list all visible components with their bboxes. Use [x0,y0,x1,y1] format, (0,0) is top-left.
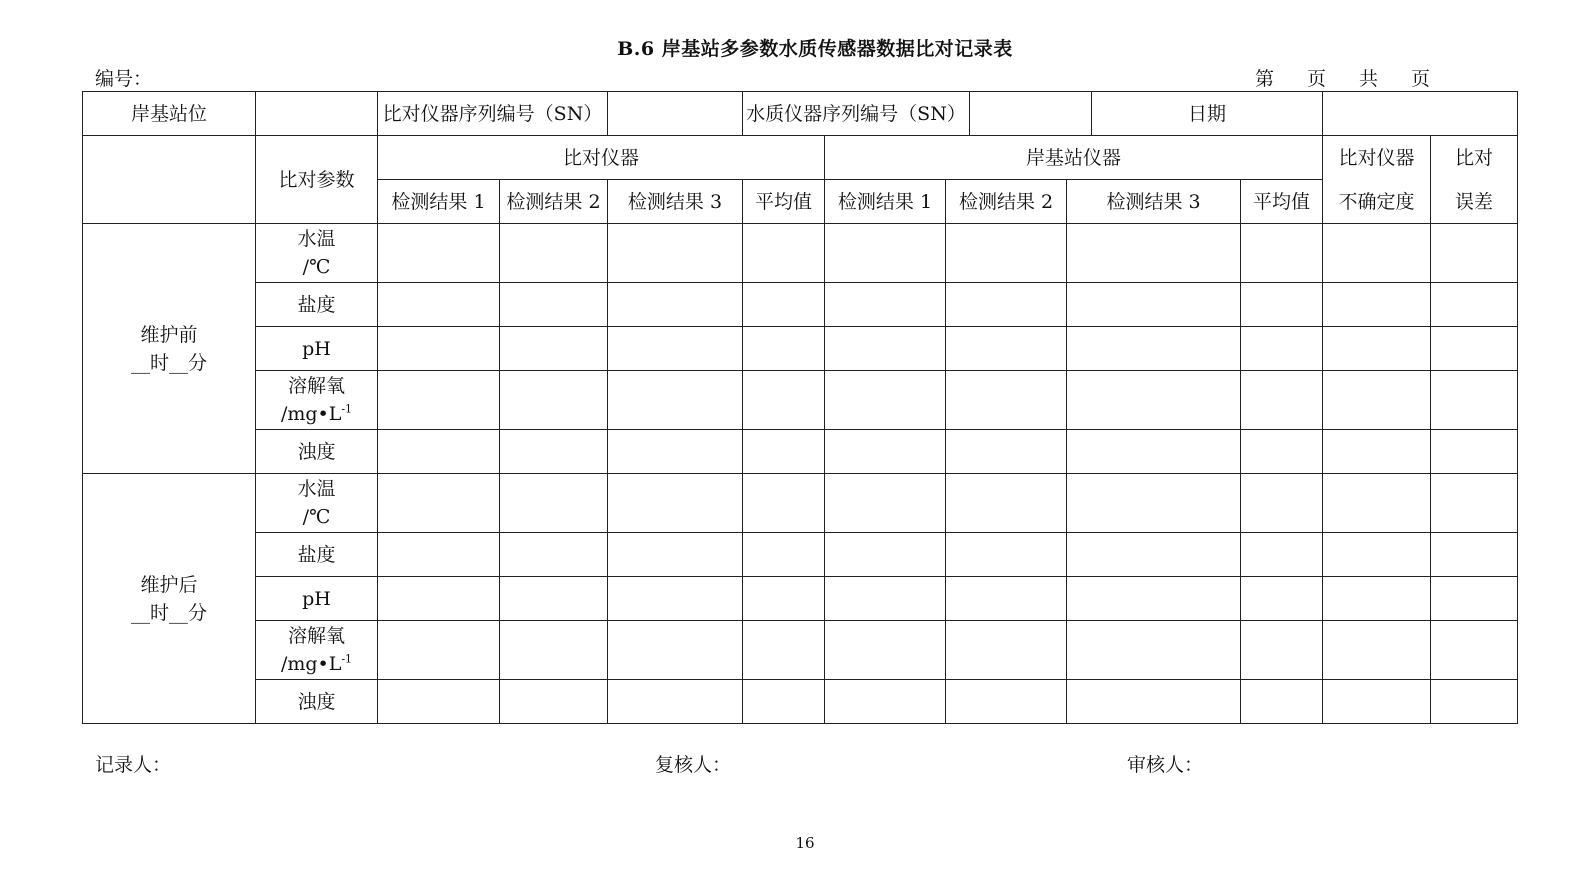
data-cell[interactable] [1241,430,1323,474]
param-name: 水温 [297,228,336,250]
data-cell[interactable] [1431,533,1518,577]
table-row [83,430,1518,474]
param-dissolved-oxygen [256,621,378,680]
data-cell[interactable] [608,371,743,430]
param-header: 比对参数 [256,136,378,224]
date-label: 日期 [1092,92,1323,136]
data-cell[interactable] [946,327,1067,371]
data-cell[interactable] [1431,371,1518,430]
data-cell[interactable] [1241,577,1323,621]
data-cell[interactable] [1323,621,1431,680]
data-cell[interactable] [946,430,1067,474]
period-cell-before [83,224,256,474]
station-group-header: 岸基站仪器 [825,136,1323,180]
data-cell[interactable] [743,430,825,474]
data-cell[interactable] [1067,474,1241,533]
recorder-label: 记录人： [95,754,172,776]
uncertainty-header-line1: 比对仪器 [1338,146,1415,169]
data-cell[interactable] [1431,430,1518,474]
data-cell[interactable] [743,224,825,283]
data-cell[interactable] [1067,577,1241,621]
data-cell[interactable] [743,621,825,680]
station-result-2-header: 检测结果 2 [946,180,1067,224]
page-count [1255,64,1430,91]
param-water-temp [256,474,378,533]
page-number: 16 [795,834,815,852]
table-row [83,327,1518,371]
data-cell[interactable] [1241,474,1323,533]
param-unit-wrap [256,650,377,678]
data-cell[interactable] [608,283,743,327]
data-cell[interactable] [608,533,743,577]
table-row [83,533,1518,577]
error-header-line2: 误差 [1455,190,1494,213]
param-name: 溶解氧 [287,375,345,397]
data-cell[interactable] [946,474,1067,533]
param-unit-wrap [256,400,377,428]
table-row [83,224,1518,283]
param-unit: /mg•L [280,403,342,425]
param-ph: pH [256,327,378,371]
ref-result-3-header: 检测结果 3 [608,180,743,224]
data-cell[interactable] [608,680,743,724]
data-cell[interactable] [1067,283,1241,327]
date-value[interactable] [1323,92,1518,136]
wq-sn-label: 水质仪器序列编号（SN） [743,92,970,136]
group-header-row [83,136,1518,180]
data-cell[interactable] [743,474,825,533]
data-cell[interactable] [946,224,1067,283]
table-row [83,577,1518,621]
param-salinity: 盐度 [256,533,378,577]
station-result-3-header: 检测结果 3 [1067,180,1241,224]
table-row [83,474,1518,533]
ref-group-header: 比对仪器 [378,136,825,180]
param-turbidity: 浊度 [256,680,378,724]
data-cell[interactable] [825,224,946,283]
form-title: B.6 岸基站多参数水质传感器数据比对记录表 [617,38,1013,60]
data-cell[interactable] [1241,621,1323,680]
ref-result-1-header: 检测结果 1 [378,180,500,224]
data-cell[interactable] [946,680,1067,724]
data-cell[interactable] [1067,621,1241,680]
reviewer-label: 复核人： [655,754,732,776]
data-cell[interactable] [1431,680,1518,724]
param-water-temp [256,224,378,283]
data-cell[interactable] [946,283,1067,327]
data-cell[interactable] [378,680,500,724]
data-cell[interactable] [1067,430,1241,474]
auditor-label: 审核人： [1127,754,1204,776]
data-cell[interactable] [1323,680,1431,724]
data-cell[interactable] [1241,224,1323,283]
station-result-1-header: 检测结果 1 [825,180,946,224]
data-cell[interactable] [825,533,946,577]
info-row [83,92,1518,136]
data-cell[interactable] [378,577,500,621]
data-cell[interactable] [1241,327,1323,371]
data-cell[interactable] [743,680,825,724]
data-cell[interactable] [1067,327,1241,371]
period-time: __时__分 [130,351,207,374]
data-cell[interactable] [500,371,608,430]
period-label: 维护后 [140,573,198,596]
data-cell[interactable] [500,283,608,327]
param-unit: /℃ [302,256,331,278]
data-cell[interactable] [1241,371,1323,430]
param-ph: pH [256,577,378,621]
corner-cell [83,136,256,224]
table-row [83,283,1518,327]
data-cell[interactable] [1431,577,1518,621]
data-cell[interactable] [743,283,825,327]
data-cell[interactable] [825,474,946,533]
data-cell[interactable] [500,680,608,724]
data-cell[interactable] [825,621,946,680]
station-value[interactable] [256,92,378,136]
data-cell[interactable] [825,371,946,430]
data-cell[interactable] [743,371,825,430]
param-unit-sup: -1 [341,402,353,416]
data-cell[interactable] [743,533,825,577]
data-cell[interactable] [378,533,500,577]
data-cell[interactable] [1323,371,1431,430]
data-cell[interactable] [1241,533,1323,577]
data-cell[interactable] [1067,680,1241,724]
data-cell[interactable] [378,327,500,371]
page-label-ye-total: 页 [1411,68,1431,90]
data-cell[interactable] [500,474,608,533]
data-cell[interactable] [825,283,946,327]
data-cell[interactable] [500,577,608,621]
param-dissolved-oxygen [256,371,378,430]
data-cell[interactable] [825,430,946,474]
data-cell[interactable] [946,533,1067,577]
data-cell[interactable] [743,577,825,621]
data-cell[interactable] [743,327,825,371]
data-cell[interactable] [1323,430,1431,474]
data-cell[interactable] [608,327,743,371]
table-row [83,371,1518,430]
data-cell[interactable] [500,327,608,371]
table-row [83,621,1518,680]
data-cell[interactable] [1323,224,1431,283]
table-row [83,680,1518,724]
error-header [1431,136,1518,224]
data-cell[interactable] [378,621,500,680]
ref-sn-value[interactable] [608,92,743,136]
data-cell[interactable] [1323,577,1431,621]
error-header-line1: 比对 [1455,146,1494,169]
data-cell[interactable] [825,577,946,621]
data-cell[interactable] [1431,327,1518,371]
uncertainty-header-line2: 不确定度 [1338,190,1415,213]
param-turbidity: 浊度 [256,430,378,474]
period-label: 维护前 [140,323,198,346]
data-cell[interactable] [608,621,743,680]
data-cell[interactable] [946,621,1067,680]
data-cell[interactable] [1431,283,1518,327]
data-cell[interactable] [378,474,500,533]
data-cell[interactable] [378,430,500,474]
wq-sn-value[interactable] [970,92,1092,136]
data-cell[interactable] [608,474,743,533]
data-cell[interactable] [825,680,946,724]
station-average-header: 平均值 [1241,180,1323,224]
data-cell[interactable] [1431,474,1518,533]
data-cell[interactable] [378,371,500,430]
param-unit: /mg•L [280,653,342,675]
data-cell[interactable] [1067,224,1241,283]
data-cell[interactable] [500,621,608,680]
period-time: __时__分 [130,601,207,624]
data-cell[interactable] [608,430,743,474]
data-cell[interactable] [500,224,608,283]
param-unit: /℃ [302,506,331,528]
comparison-record-table [82,91,1518,724]
data-cell[interactable] [378,224,500,283]
param-name: 溶解氧 [287,625,345,647]
station-label: 岸基站位 [83,92,256,136]
data-cell[interactable] [500,533,608,577]
form-number-label: 编号： [95,68,153,90]
data-cell[interactable] [1323,327,1431,371]
data-cell[interactable] [1431,224,1518,283]
data-cell[interactable] [1241,283,1323,327]
data-cell[interactable] [1067,371,1241,430]
page-label-ye: 页 [1307,68,1327,90]
data-cell[interactable] [1323,474,1431,533]
uncertainty-header [1323,136,1431,224]
data-cell[interactable] [1323,283,1431,327]
data-cell[interactable] [946,577,1067,621]
data-cell[interactable] [608,577,743,621]
ref-sn-label: 比对仪器序列编号（SN） [378,92,608,136]
data-cell[interactable] [1431,621,1518,680]
page-label-di: 第 [1255,68,1275,90]
param-salinity: 盐度 [256,283,378,327]
param-unit-sup: -1 [341,652,353,666]
data-cell[interactable] [1067,533,1241,577]
ref-average-header: 平均值 [743,180,825,224]
data-cell[interactable] [1241,680,1323,724]
page-label-gong: 共 [1359,68,1379,90]
period-cell-after [83,474,256,724]
ref-result-2-header: 检测结果 2 [500,180,608,224]
data-cell[interactable] [608,224,743,283]
data-cell[interactable] [1323,533,1431,577]
data-cell[interactable] [500,430,608,474]
param-name: 水温 [297,478,336,500]
data-cell[interactable] [825,327,946,371]
data-cell[interactable] [378,283,500,327]
data-cell[interactable] [946,371,1067,430]
